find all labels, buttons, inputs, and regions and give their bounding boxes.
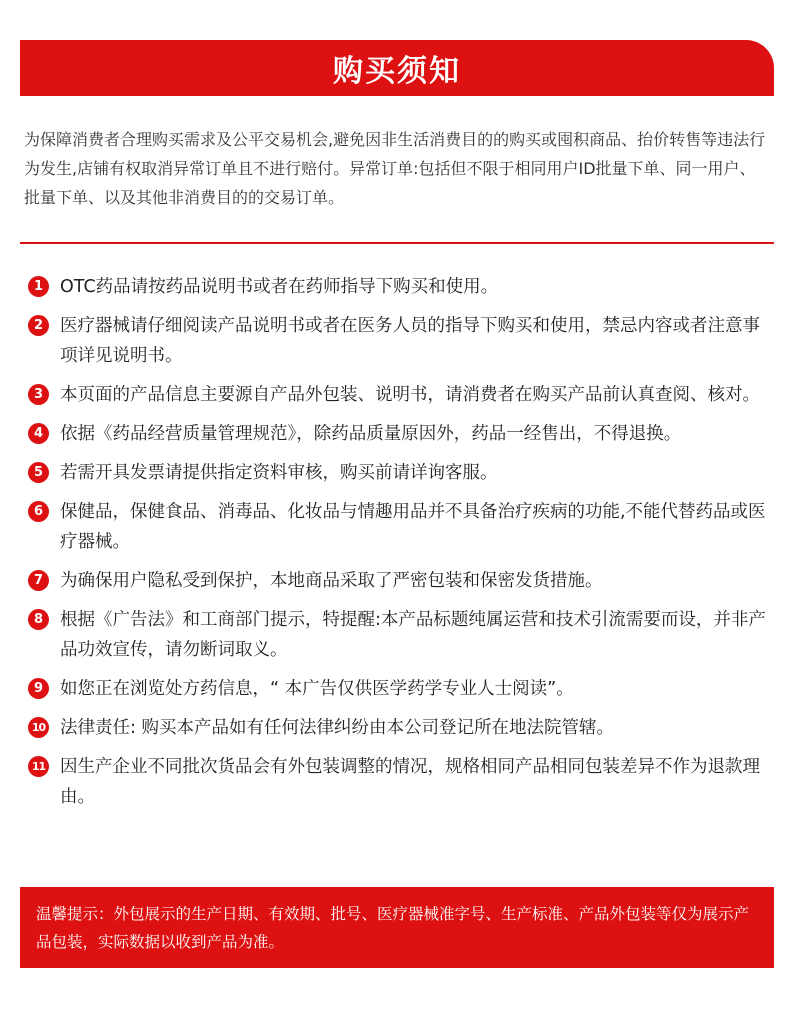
list-item <box>28 458 773 488</box>
item-text: 法律责任: 购买本产品如有任何法律纠纷由本公司登记所在地法院管辖。 <box>60 718 614 738</box>
number-badge: 7 <box>28 570 49 591</box>
number-badge: 11 <box>28 756 49 777</box>
number-badge: 8 <box>28 609 49 630</box>
item-text: OTC药品请按药品说明书或者在药师指导下购买和使用。 <box>60 277 499 297</box>
divider <box>20 242 774 244</box>
item-text: 因生产企业不同批次货品会有外包装调整的情况，规格相同产品相同包装差异不作为退款理由。 <box>60 757 760 807</box>
number-badge: 3 <box>28 384 49 405</box>
item-text: 根据《广告法》和工商部门提示，特提醒:本产品标题纯属运营和技术引流需要而设，并非产品功效宣传，请勿断词取义。 <box>60 610 766 660</box>
list-item <box>28 380 773 410</box>
list-item <box>28 566 773 596</box>
title-banner <box>20 40 774 96</box>
number-badge: 9 <box>28 678 49 699</box>
list-item <box>28 311 773 371</box>
list-item <box>28 674 773 704</box>
list-item <box>28 713 773 743</box>
list-item <box>28 497 773 557</box>
item-text: 医疗器械请仔细阅读产品说明书或者在医务人员的指导下购买和使用，禁忌内容或者注意事项详见说明书。 <box>60 316 760 366</box>
notice-list <box>28 272 773 821</box>
page-title: 购买须知 <box>333 54 461 89</box>
number-badge: 5 <box>28 462 49 483</box>
item-text: 如您正在浏览处方药信息，“ 本广告仅供医学药学专业人士阅读”。 <box>60 679 574 699</box>
list-item <box>28 752 773 812</box>
number-badge: 6 <box>28 501 49 522</box>
warm-tip-box <box>20 887 774 968</box>
item-text: 依据《药品经营质量管理规范》，除药品质量原因外，药品一经售出，不得退换。 <box>60 424 682 444</box>
item-text: 保健品，保健食品、消毒品、化妆品与情趣用品并不具备治疗疾病的功能,不能代替药品或医疗器械。 <box>60 502 766 552</box>
number-badge: 4 <box>28 423 49 444</box>
list-item <box>28 605 773 665</box>
warm-tip-text: 温馨提示：外包展示的生产日期、有效期、批号、医疗器械准字号、生产标准、产品外包装等仅为展示产品包装，实际数据以收到产品为准。 <box>36 905 750 951</box>
list-item <box>28 419 773 449</box>
number-badge: 1 <box>28 276 49 297</box>
list-item <box>28 272 773 302</box>
intro-paragraph: 为保障消费者合理购买需求及公平交易机会,避免因非生活消费目的的购买或囤积商品、抬价转售等违法行为发生,店铺有权取消异常订单且不进行赔付。异常订单:包括但不限于相同用户ID批量下单、同一用户、批量下单、以及其他非消费目的的交易订单。 <box>24 130 766 207</box>
number-badge: 2 <box>28 315 49 336</box>
item-text: 本页面的产品信息主要源自产品外包装、说明书，请消费者在购买产品前认真查阅、核对。 <box>60 385 760 405</box>
item-text: 若需开具发票请提供指定资料审核，购买前请详询客服。 <box>60 463 498 483</box>
number-badge: 10 <box>28 717 49 738</box>
item-text: 为确保用户隐私受到保护，本地商品采取了严密包装和保密发货措施。 <box>60 571 603 591</box>
